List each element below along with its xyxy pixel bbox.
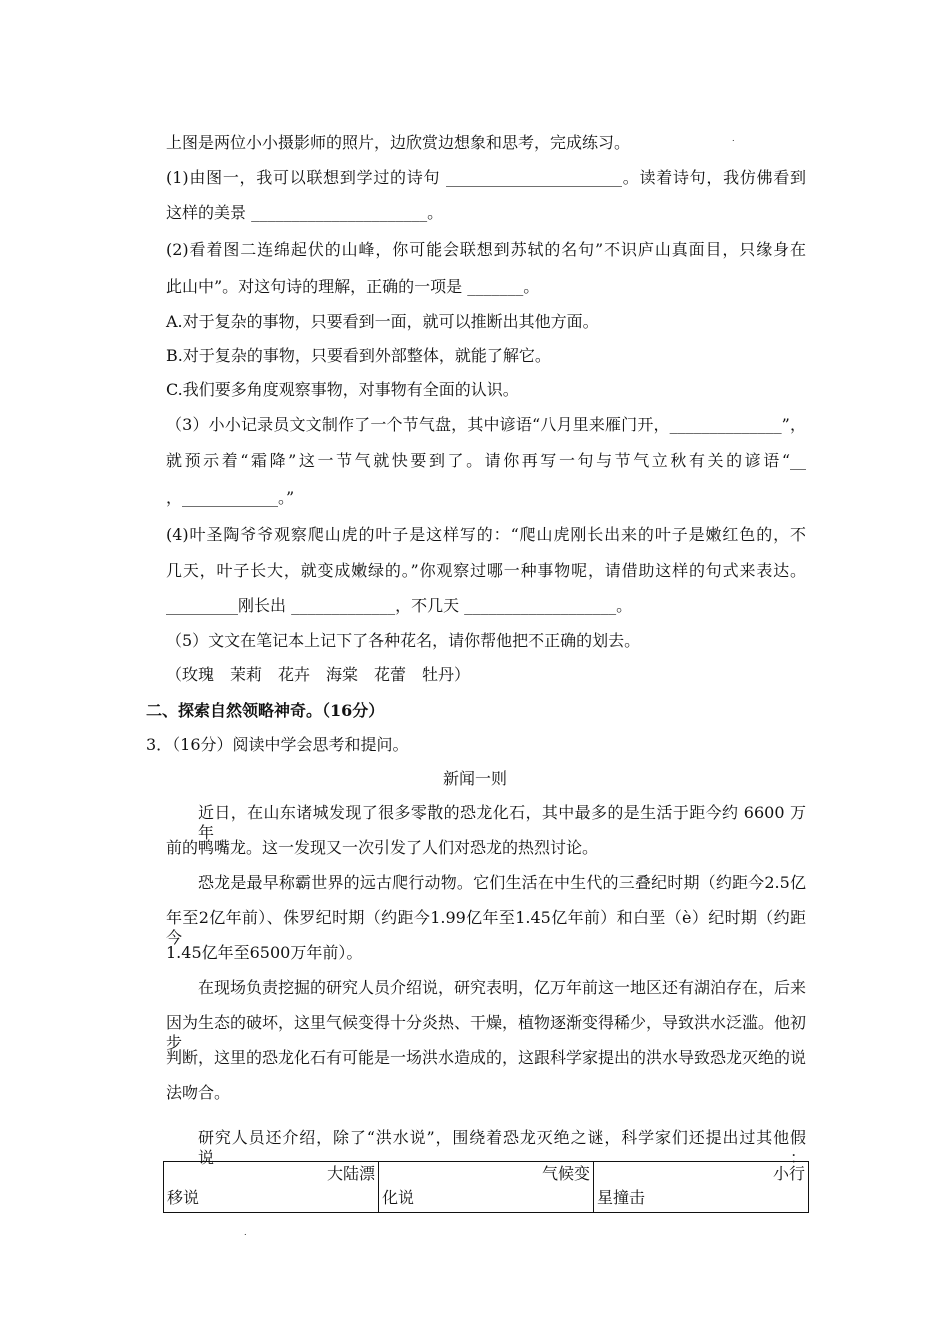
cell-text: 大陆漂 [326, 1164, 375, 1183]
q1-line-1: (1)由图一，我可以联想到学过的诗句 ______________________。读着诗句，我仿佛看到 [166, 168, 806, 187]
article-line: 恐龙是最早称霸世界的远古爬行动物。它们生活在中生代的三叠纪时期（约距今2.5亿 [198, 873, 806, 892]
cell-text: 移说 [167, 1188, 200, 1207]
q1-line-2: 这样的美景 ______________________。 [166, 203, 444, 222]
hypothesis-table [163, 1161, 809, 1213]
q3-line-2: 就预示着“霜降”这一节气就快要到了。请你再写一句与节气立秋有关的谚语“__ [166, 451, 806, 470]
table-cell [379, 1162, 594, 1213]
article-line: 法吻合。 [166, 1083, 231, 1102]
q2-option-b: B.对于复杂的事物，只要看到外部整体，就能了解它。 [166, 346, 551, 365]
article-line: 1.45亿年至6500万年前）。 [166, 943, 363, 962]
q5-line-1: （5）文文在笔记本上记下了各种花名，请你帮他把不正确的划去。 [166, 631, 641, 650]
cell-text: 小行 [772, 1164, 805, 1183]
q4-line-1: (4)叶圣陶爷爷观察爬山虎的叶子是这样写的：“爬山虎刚长出来的叶子是嫩红色的，不 [166, 525, 806, 544]
q2-line-2: 此山中”。对这句诗的理解，正确的一项是 _______。 [166, 277, 540, 296]
q2-option-a: A.对于复杂的事物，只要看到一面，就可以推断出其他方面。 [166, 312, 599, 331]
cell-text: 化说 [382, 1188, 415, 1207]
article-line: 前的鸭嘴龙。这一发现又一次引发了人们对恐龙的热烈讨论。 [166, 838, 599, 857]
table-row [164, 1162, 809, 1213]
q3-line-1: （3）小小记录员文文制作了一个节气盘，其中谚语“八月里来雁门开，______________”， [166, 415, 806, 434]
question-3-heading: 3．（16分）阅读中学会思考和提问。 [146, 735, 409, 754]
stray-dot: . [244, 1228, 247, 1237]
article-title: 新闻一则 [442, 769, 507, 788]
cell-text: 气候变 [541, 1164, 590, 1183]
stray-dot: . [732, 134, 735, 143]
article-line: 因为生态的破坏，这里气候变得十分炎热、干燥，植物逐渐变得稀少，导致洪水泛滥。他初步 [166, 1013, 807, 1052]
table-cell [594, 1162, 809, 1213]
section-2-heading: 二、探索自然领略神奇。（16分） [146, 701, 385, 720]
article-line: 近日，在山东诸城发现了很多零散的恐龙化石，其中最多的是生活于距今约 6600 万年 [198, 803, 806, 842]
table-cell [164, 1162, 379, 1213]
article-line: 判断，这里的恐龙化石有可能是一场洪水造成的，这跟科学家提出的洪水导致恐龙灭绝的说 [166, 1048, 807, 1067]
q4-line-2: 几天，叶子长大，就变成嫩绿的。”你观察过哪一种事物呢，请借助这样的句式来表达。 [166, 561, 806, 580]
q2-line-1: (2)看着图二连绵起伏的山峰，你可能会联想到苏轼的名句”不识庐山真面目，只缘身在 [166, 240, 806, 259]
intro-text: 上图是两位小小摄影师的照片，边欣赏边想象和思考，完成练习。 [166, 133, 631, 152]
article-line: 研究人员还介绍，除了“洪水说”，围绕着恐龙灭绝之谜，科学家们还提出过其他假说： [198, 1128, 806, 1167]
cell-text: 星撞击 [597, 1188, 646, 1207]
article-line: 在现场负责挖掘的研究人员介绍说，研究表明，亿万年前这一地区还有湖泊存在，后来 [198, 978, 807, 997]
q2-option-c: C.我们要多角度观察事物，对事物有全面的认识。 [166, 380, 519, 399]
q5-flower-list: （玫瑰 茉莉 花卉 海棠 花蕾 牡丹） [166, 665, 471, 684]
q3-line-3: ，____________。” [166, 488, 295, 507]
article-line: 年至2亿年前）、侏罗纪时期（约距今1.99亿年至1.45亿年前）和白垩（è）纪时期（约距今 [166, 908, 806, 947]
q4-line-3: _________刚长出 _____________，不几天 ___________________。 [166, 596, 633, 615]
